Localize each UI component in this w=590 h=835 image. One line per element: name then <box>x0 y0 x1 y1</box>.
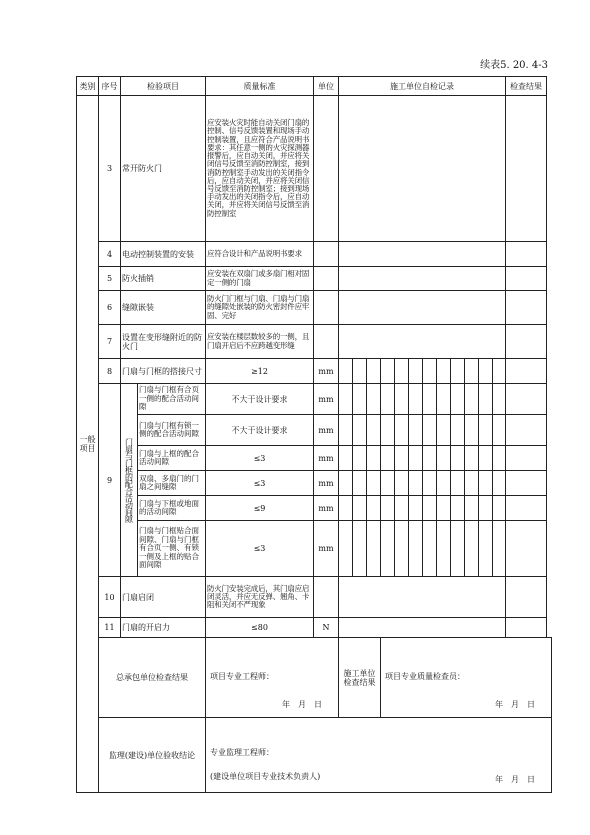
record-cell[interactable] <box>423 415 437 446</box>
record-cell[interactable] <box>437 496 451 521</box>
record-cell[interactable] <box>339 325 506 359</box>
record-cell[interactable] <box>451 415 465 446</box>
record-cell[interactable] <box>339 471 353 496</box>
row-number: 11 <box>99 618 121 638</box>
record-cell[interactable] <box>493 521 506 577</box>
record-cell[interactable] <box>479 521 493 577</box>
record-cell[interactable] <box>423 384 437 415</box>
row-subitem: 门扇与上框的配合活动间隙 <box>138 446 206 471</box>
record-cell[interactable] <box>493 359 506 384</box>
row-standard: 应符合设计和产品说明书要求 <box>206 242 314 267</box>
record-cell[interactable] <box>381 446 395 471</box>
record-cell[interactable] <box>479 359 493 384</box>
record-cell[interactable] <box>381 359 395 384</box>
record-cell[interactable] <box>353 471 367 496</box>
row-standard: 应安装在双扇门或多扇门相对固定一侧的门扇 <box>206 267 314 291</box>
result-cell[interactable] <box>506 521 547 577</box>
record-cell[interactable] <box>479 471 493 496</box>
record-cell[interactable] <box>465 496 479 521</box>
category-cell: 一般项目 <box>77 96 99 793</box>
row9-group-label: 门扇与门框的配合活动间隙 <box>124 438 134 522</box>
supervisor-sub-label: (建设单位项目专业技术负责人) <box>210 772 321 781</box>
record-cell[interactable] <box>381 496 395 521</box>
row-unit: mm <box>314 384 339 415</box>
record-cell[interactable] <box>395 359 409 384</box>
row-unit: mm <box>314 415 339 446</box>
row-number: 4 <box>99 242 121 267</box>
row-number: 5 <box>99 267 121 291</box>
record-cell[interactable] <box>367 359 381 384</box>
record-cell[interactable] <box>339 242 506 267</box>
table-row <box>77 96 552 242</box>
table-row <box>77 446 552 471</box>
record-cell[interactable] <box>395 471 409 496</box>
record-cell[interactable] <box>395 496 409 521</box>
record-cell[interactable] <box>451 384 465 415</box>
row-unit <box>314 291 339 325</box>
row-standard: ≤3 <box>206 446 314 471</box>
record-cell[interactable] <box>451 446 465 471</box>
record-cell[interactable] <box>493 446 506 471</box>
contractor-sign-label: 项目专业工程师： <box>210 672 274 681</box>
row-standard: ≤3 <box>206 471 314 496</box>
record-cell[interactable] <box>367 415 381 446</box>
record-cell[interactable] <box>423 496 437 521</box>
record-cell[interactable] <box>339 96 506 242</box>
record-cell[interactable] <box>451 496 465 521</box>
record-cell[interactable] <box>353 496 367 521</box>
record-cell[interactable] <box>381 384 395 415</box>
record-cell[interactable] <box>409 496 423 521</box>
supervisor-label: 监理(建设)单位验收结论 <box>99 718 206 793</box>
record-cell[interactable] <box>437 521 451 577</box>
row-number: 9 <box>99 384 121 577</box>
record-cell[interactable] <box>493 496 506 521</box>
table-row <box>77 384 552 415</box>
row-unit <box>314 242 339 267</box>
record-cell[interactable] <box>437 415 451 446</box>
row-subitem: 门扇与下框或地面的活动间隙 <box>138 496 206 521</box>
record-cell[interactable] <box>367 496 381 521</box>
record-cell[interactable] <box>465 521 479 577</box>
record-cell[interactable] <box>353 359 367 384</box>
record-cell[interactable] <box>409 359 423 384</box>
row-number: 7 <box>99 325 121 359</box>
header-result: 检查结果 <box>506 77 547 96</box>
row-standard: 应安装火灾时能自动关闭门扇的控制、信号反馈装置和现场手动控制装置，且应符合产品说明书要求：其任意一侧的火灾探测器报警后，应自动关闭，并应将关闭信号反馈至消防控制室，接到消防控制室手动发出的关闭指令后，应自动关闭，并应将关闭信号反馈至消防控制室；接到现场手动发出的关闭指令后，应自动关闭，并应将关闭信号反馈至消防控制室 <box>206 96 314 242</box>
row-unit <box>314 325 339 359</box>
record-cell[interactable] <box>493 384 506 415</box>
record-cell[interactable] <box>437 359 451 384</box>
result-cell[interactable] <box>506 618 547 638</box>
result-cell[interactable] <box>506 267 547 291</box>
result-cell[interactable] <box>506 359 547 384</box>
record-cell[interactable] <box>339 359 353 384</box>
record-cell[interactable] <box>381 471 395 496</box>
record-cell[interactable] <box>339 496 353 521</box>
row-unit: mm <box>314 496 339 521</box>
row-subitem: 门扇与门框贴合面间隙、门扇与门框有合页一侧、有锁一侧及上框的贴合面间隙 <box>138 521 206 577</box>
record-cell[interactable] <box>367 446 381 471</box>
table-row <box>77 521 552 577</box>
table-reference: 续表5. 20. 4-3 <box>480 60 548 71</box>
inspection-table <box>76 76 552 793</box>
supervisor-sign-label: 专业监理工程师： <box>210 748 274 757</box>
record-cell[interactable] <box>451 521 465 577</box>
record-cell[interactable] <box>339 446 353 471</box>
record-cell[interactable] <box>479 415 493 446</box>
record-cell[interactable] <box>451 471 465 496</box>
record-cell[interactable] <box>409 415 423 446</box>
result-cell[interactable] <box>506 96 547 242</box>
header-standard: 质量标准 <box>206 77 314 96</box>
result-cell[interactable] <box>506 415 547 446</box>
record-cell[interactable] <box>479 496 493 521</box>
row9-group <box>121 384 138 577</box>
record-cell[interactable] <box>437 384 451 415</box>
record-cell[interactable] <box>423 471 437 496</box>
record-cell[interactable] <box>465 471 479 496</box>
header-seq: 序号 <box>99 77 121 96</box>
table-row <box>77 359 552 384</box>
row-number: 8 <box>99 359 121 384</box>
result-cell[interactable] <box>506 471 547 496</box>
construct-label: 施工单位检查结果 <box>339 638 381 718</box>
record-cell[interactable] <box>479 446 493 471</box>
record-cell[interactable] <box>367 471 381 496</box>
result-cell[interactable] <box>506 325 547 359</box>
row-standard: 不大于设计要求 <box>206 384 314 415</box>
table-row <box>77 291 552 325</box>
record-cell[interactable] <box>479 384 493 415</box>
record-cell[interactable] <box>437 446 451 471</box>
record-cell[interactable] <box>395 446 409 471</box>
record-cell[interactable] <box>367 521 381 577</box>
table-row <box>77 471 552 496</box>
record-cell[interactable] <box>381 415 395 446</box>
table-row <box>77 577 552 618</box>
row-item: 门扇与门框的搭接尺寸 <box>121 359 206 384</box>
row-item: 设置在变形缝附近的防火门 <box>121 325 206 359</box>
record-cell[interactable] <box>465 415 479 446</box>
row-unit: mm <box>314 359 339 384</box>
record-cell[interactable] <box>423 359 437 384</box>
record-cell[interactable] <box>339 577 506 618</box>
record-cell[interactable] <box>395 384 409 415</box>
row-subitem: 门扇与门框有合页一侧的配合活动间隙 <box>138 384 206 415</box>
record-cell[interactable] <box>409 446 423 471</box>
record-cell[interactable] <box>423 446 437 471</box>
row-subitem: 门扇与门框有锁一侧的配合活动间隙 <box>138 415 206 446</box>
header-unit: 单位 <box>314 77 339 96</box>
row-number: 3 <box>99 96 121 242</box>
table-row <box>77 415 552 446</box>
record-cell[interactable] <box>493 415 506 446</box>
record-cell[interactable] <box>451 359 465 384</box>
row-unit <box>314 577 339 618</box>
contractor-row <box>77 638 552 718</box>
row-standard: 应安装在楼层数较多的一侧，且门扇开启后不应跨越变形缝 <box>206 325 314 359</box>
record-cell[interactable] <box>353 384 367 415</box>
construct-sign-cell[interactable] <box>381 638 552 718</box>
contractor-date: 年月日 <box>282 700 330 709</box>
row-unit: mm <box>314 471 339 496</box>
row-standard: 不大于设计要求 <box>206 415 314 446</box>
record-cell[interactable] <box>339 267 506 291</box>
record-cell[interactable] <box>493 471 506 496</box>
row-unit: mm <box>314 521 339 577</box>
row-standard: 防火门门框与门扇、门扇与门扇的缝隙处嵌装的防火密封件应牢固、完好 <box>206 291 314 325</box>
record-cell[interactable] <box>353 446 367 471</box>
header-item: 检验项目 <box>121 77 206 96</box>
row-standard: ≤9 <box>206 496 314 521</box>
construct-sign-label: 项目专业质量检查员： <box>385 672 465 681</box>
row-standard: 防火门安装完成后，其门扇应启闭灵活，并应无反弹、翘角、卡阻和关闭不严现象 <box>206 577 314 618</box>
row-item: 常开防火门 <box>121 96 206 242</box>
record-cell[interactable] <box>339 291 506 325</box>
supervisor-date: 年月日 <box>495 775 543 784</box>
header-record: 施工单位自检记录 <box>339 77 506 96</box>
record-cell[interactable] <box>423 521 437 577</box>
row-subitem: 双扇、多扇门的门扇之间缝隙 <box>138 471 206 496</box>
row-standard: ≥12 <box>206 359 314 384</box>
row-item: 电动控制装置的安装 <box>121 242 206 267</box>
header-row <box>77 77 552 96</box>
result-cell[interactable] <box>506 446 547 471</box>
row-number: 6 <box>99 291 121 325</box>
construct-date: 年月日 <box>495 700 543 709</box>
record-cell[interactable] <box>395 521 409 577</box>
result-cell[interactable] <box>506 496 547 521</box>
row-number: 10 <box>99 577 121 618</box>
header-category: 类别 <box>77 77 99 96</box>
record-cell[interactable] <box>339 415 353 446</box>
record-cell[interactable] <box>339 384 353 415</box>
record-cell[interactable] <box>437 471 451 496</box>
record-cell[interactable] <box>465 359 479 384</box>
supervisor-row <box>77 718 552 793</box>
row-standard: ≤3 <box>206 521 314 577</box>
row-unit <box>314 267 339 291</box>
record-cell[interactable] <box>409 384 423 415</box>
record-cell[interactable] <box>465 446 479 471</box>
row-item: 门扇启闭 <box>121 577 206 618</box>
record-cell[interactable] <box>339 618 506 638</box>
row-unit <box>314 96 339 242</box>
row-item: 缝隙嵌装 <box>121 291 206 325</box>
result-cell[interactable] <box>506 291 547 325</box>
row-standard: ≤80 <box>206 618 314 638</box>
table-row <box>77 496 552 521</box>
contractor-sign-cell[interactable] <box>206 638 339 718</box>
record-cell[interactable] <box>353 415 367 446</box>
row-unit: mm <box>314 446 339 471</box>
record-cell[interactable] <box>465 384 479 415</box>
table-row <box>77 618 552 638</box>
result-cell[interactable] <box>506 577 547 618</box>
contractor-label: 总承包单位检查结果 <box>99 638 206 718</box>
result-cell[interactable] <box>506 242 547 267</box>
record-cell[interactable] <box>381 521 395 577</box>
table-row <box>77 267 552 291</box>
record-cell[interactable] <box>409 521 423 577</box>
table-row <box>77 325 552 359</box>
record-cell[interactable] <box>353 521 367 577</box>
row-unit: N <box>314 618 339 638</box>
supervisor-sign-cell[interactable] <box>206 718 552 793</box>
record-cell[interactable] <box>339 521 353 577</box>
record-cell[interactable] <box>395 415 409 446</box>
row-item: 防火插销 <box>121 267 206 291</box>
record-cell[interactable] <box>367 384 381 415</box>
table-row <box>77 242 552 267</box>
record-cell[interactable] <box>409 471 423 496</box>
result-cell[interactable] <box>506 384 547 415</box>
row-item: 门扇的开启力 <box>121 618 206 638</box>
